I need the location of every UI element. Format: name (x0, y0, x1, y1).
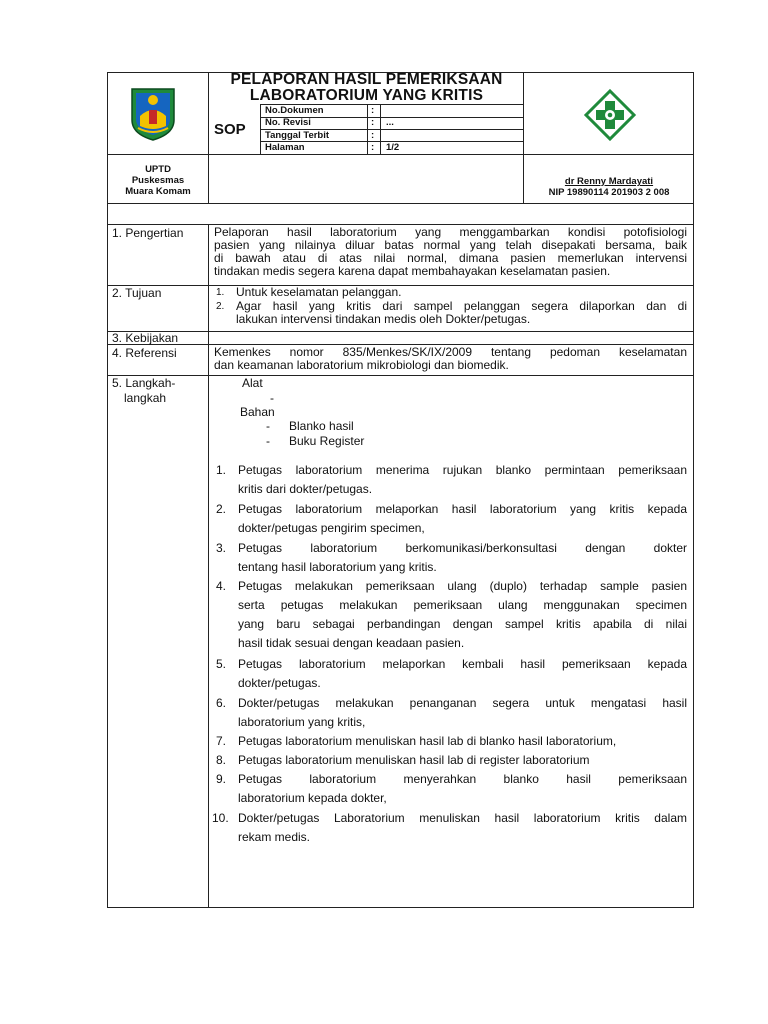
step-number: 9. (216, 772, 227, 786)
sop-label: SOP (214, 121, 246, 138)
meta-colon: : (371, 142, 375, 153)
list-number: 1. (216, 287, 225, 298)
header-row-line (107, 154, 694, 155)
bahan-dash: - (266, 434, 270, 448)
referensi-text (214, 346, 687, 372)
meta-value-halaman: 1/2 (386, 142, 400, 153)
procedure-step (216, 500, 687, 538)
signer-nip: NIP 19890114 201903 2 008 (548, 187, 670, 198)
tujuan-item (216, 300, 687, 326)
step-number: 3. (216, 541, 227, 555)
bahan-heading: Bahan (240, 405, 275, 419)
regency-emblem-icon (128, 86, 178, 142)
alat-heading: Alat (242, 376, 263, 390)
step-line: laboratorium yang kritis, (238, 715, 366, 729)
step-line: laboratorium kepada dokter, (238, 791, 387, 805)
title-line-2: LABORATORIUM YANG KRITIS (249, 87, 484, 104)
org-line-1: UPTD (145, 164, 171, 175)
step-line: dokter/petugas pengirim specimen, (238, 521, 425, 535)
meta-label-tanggal-terbit: Tanggal Terbit (265, 130, 330, 141)
signer-name: dr Renny Mardayati (564, 176, 654, 187)
procedure-step (216, 751, 687, 770)
pengertian-line: di bawah atau di atas nilai normal, dimana pasien memerlukan intervensi (214, 251, 687, 265)
meta-colon: : (371, 130, 375, 141)
procedure-step (216, 732, 687, 751)
bahan-dash: - (266, 419, 270, 433)
step-line: Petugas laboratorium menyerahkan blanko hasil pemeriksaan (238, 772, 687, 786)
meta-label-halaman: Halaman (265, 142, 305, 153)
step-line: Petugas laboratorium melaporkan hasil laboratorium yang kritis kepada (238, 502, 687, 516)
step-line: Dokter/petugas melakukan penanganan segera untuk mengatasi hasil (238, 696, 687, 710)
pengertian-text (214, 226, 687, 278)
list-number: 2. (216, 301, 225, 312)
step-line: serta petugas melakukan pemeriksaan ulang menggunakan specimen (238, 598, 687, 612)
org-line-3: Muara Komam (125, 186, 191, 197)
step-line: Petugas laboratorium menuliskan hasil lab di register laboratorium (238, 753, 590, 767)
tujuan-item-line: Agar hasil yang kritis dari sampel pelanggan segera dilaporkan dan di (236, 299, 687, 313)
col-divider-right-header (523, 72, 524, 203)
step-line: Petugas laboratorium berkomunikasi/berkonsultasi dengan dokter (238, 541, 687, 555)
step-line: tentang hasil laboratorium yang kritis. (238, 560, 437, 574)
step-line: Petugas melakukan pemeriksaan ulang (duplo) terhadap sample pasien (238, 579, 687, 593)
bahan-item: Blanko hasil (289, 419, 354, 433)
step-number: 7. (216, 734, 227, 748)
section-label-tujuan: 2. Tujuan (112, 286, 162, 300)
step-line: dokter/petugas. (238, 676, 321, 690)
org-line-2: Puskesmas (131, 175, 185, 186)
step-number: 8. (216, 753, 227, 767)
tujuan-item-text: Untuk keselamatan pelanggan. (236, 285, 402, 299)
title-line-1: PELAPORAN HASIL PEMERIKSAAN (230, 71, 503, 88)
tujuan-item-line: lakukan intervensi tindakan medis oleh Dokter/petugas. (236, 312, 531, 326)
meta-label-no-revisi: No. Revisi (265, 117, 311, 128)
step-line: yang baru sebagai perbandingan dengan sampel kritis apabila di nilai (238, 617, 687, 631)
alat-dash: - (270, 391, 274, 405)
procedure-step (216, 655, 687, 693)
pengertian-line: pasien yang nilainya diluar batas normal yang telah disepakati bersama, baik (214, 238, 687, 252)
langkah-label-line-2: langkah (124, 391, 167, 405)
step-line: hasil tidak sesuai dengan keadaan pasien. (238, 636, 465, 650)
step-number: 5. (216, 657, 227, 671)
document-title (210, 72, 523, 104)
bahan-item: Buku Register (289, 434, 365, 448)
section-line (107, 375, 694, 376)
meta-value-no-revisi: ... (386, 117, 394, 128)
langkah-label-line-1: 5. Langkah- (112, 376, 176, 390)
step-number: 4. (216, 579, 227, 593)
puskesmas-cross-icon (583, 88, 637, 142)
col-divider-left-header (208, 72, 209, 203)
tujuan-item (216, 286, 687, 299)
pengertian-line: tindakan medis segera karena dapat membahayakan keselamatan pasien. (214, 264, 611, 278)
step-number: 2. (216, 502, 227, 516)
procedure-step (212, 809, 687, 847)
step-line: kritis dari dokter/petugas. (238, 482, 373, 496)
procedure-step (216, 539, 687, 577)
procedure-step (216, 694, 687, 732)
section-label-langkah (112, 376, 175, 406)
procedure-step (216, 461, 687, 499)
step-line: Petugas laboratorium menerima rujukan blanko permintaan pemeriksaan (238, 463, 687, 477)
section-line (107, 331, 694, 332)
header-bottom-line (107, 203, 694, 204)
step-line: Dokter/petugas Laboratorium menuliskan hasil laboratorium kritis dalam (238, 811, 687, 825)
meta-colon: : (371, 105, 375, 116)
section-label-pengertian: 1. Pengertian (112, 226, 184, 240)
step-number: 6. (216, 696, 227, 710)
procedure-step (216, 770, 687, 808)
meta-colon: : (371, 117, 375, 128)
col-divider-body (208, 224, 209, 908)
step-number: 10. (212, 811, 229, 825)
section-label-referensi: 4. Referensi (112, 346, 177, 360)
tujuan-item-text (236, 300, 687, 326)
procedure-step (216, 577, 687, 653)
referensi-line: dan keamanan laboratorium mikrobiologi dan biomedik. (214, 358, 509, 372)
section-label-kebijakan: 3. Kebijakan (112, 331, 179, 345)
pengertian-line: Pelaporan hasil laboratorium yang menggambarkan kondisi potofisiologi (214, 225, 687, 239)
signer-block (525, 176, 693, 198)
meta-label-no-dokumen: No.Dokumen (265, 105, 324, 116)
organization-name (108, 164, 208, 197)
step-number: 1. (216, 463, 227, 477)
step-line: Petugas laboratorium menuliskan hasil lab di blanko hasil laboratorium, (238, 734, 617, 748)
step-line: Petugas laboratorium melaporkan kembali hasil pemeriksaan kepada (238, 657, 687, 671)
step-line: rekam medis. (238, 830, 311, 844)
referensi-line: Kemenkes nomor 835/Menkes/SK/IX/2009 tentang pedoman keselamatan (214, 345, 687, 359)
